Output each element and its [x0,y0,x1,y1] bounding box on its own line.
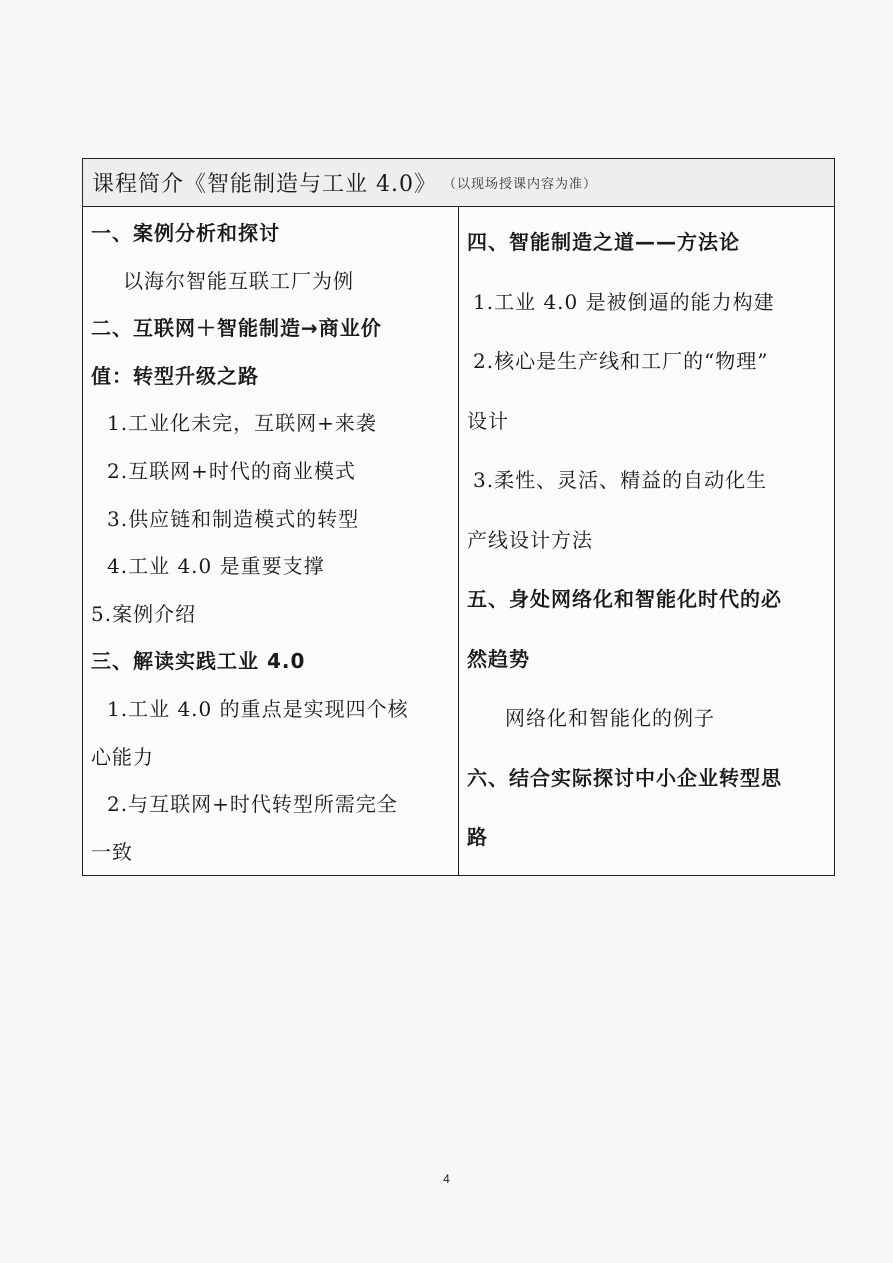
course-intro-table [82,158,835,876]
section-heading: 五、身处网络化和智能化时代的必 [467,587,782,611]
table-header [83,159,834,207]
list-item: 2.核心是生产线和工厂的“物理” [473,349,769,373]
list-item: 1.工业化未完，互联网+来袭 [107,411,377,436]
list-item: 2.与互联网+时代转型所需完全 [107,792,398,817]
page-number: 4 [443,1172,450,1186]
section-heading: 三、解读实践工业 4.0 [91,649,306,674]
list-item: 以海尔智能互联工厂为例 [123,268,354,293]
section-heading: 路 [467,825,488,849]
list-item: 1.工业 4.0 的重点是实现四个核 [107,696,409,721]
course-title: 课程简介《智能制造与工业 4.0》 [92,172,437,197]
list-item: 1.工业 4.0 是被倒逼的能力构建 [473,289,775,314]
list-item: 产线设计方法 [467,527,593,552]
section-heading: 四、智能制造之道——方法论 [467,230,740,254]
list-item: 3.柔性、灵活、精益的自动化生 [473,468,768,492]
table-body [83,207,834,875]
section-heading: 然趋势 [467,646,530,671]
list-item: 2.互联网+时代的商业模式 [107,458,356,483]
list-item: 5.案例介绍 [91,601,197,626]
section-heading: 值：转型升级之路 [91,363,259,388]
left-column [83,207,459,875]
list-item: 心能力 [91,744,154,769]
section-heading: 二、互联网＋智能制造→商业价 [91,316,382,341]
list-item: 3.供应链和制造模式的转型 [107,506,360,531]
course-note: （以现场授课内容为准） [442,177,597,192]
section-heading: 六、结合实际探讨中小企业转型思 [467,765,782,790]
section-heading: 一、案例分析和探讨 [91,221,280,245]
list-item: 4.工业 4.0 是重要支撑 [107,554,325,579]
right-column [459,207,834,875]
list-item: 设计 [467,408,509,433]
list-item: 一致 [91,839,133,864]
list-item: 网络化和智能化的例子 [505,706,715,730]
